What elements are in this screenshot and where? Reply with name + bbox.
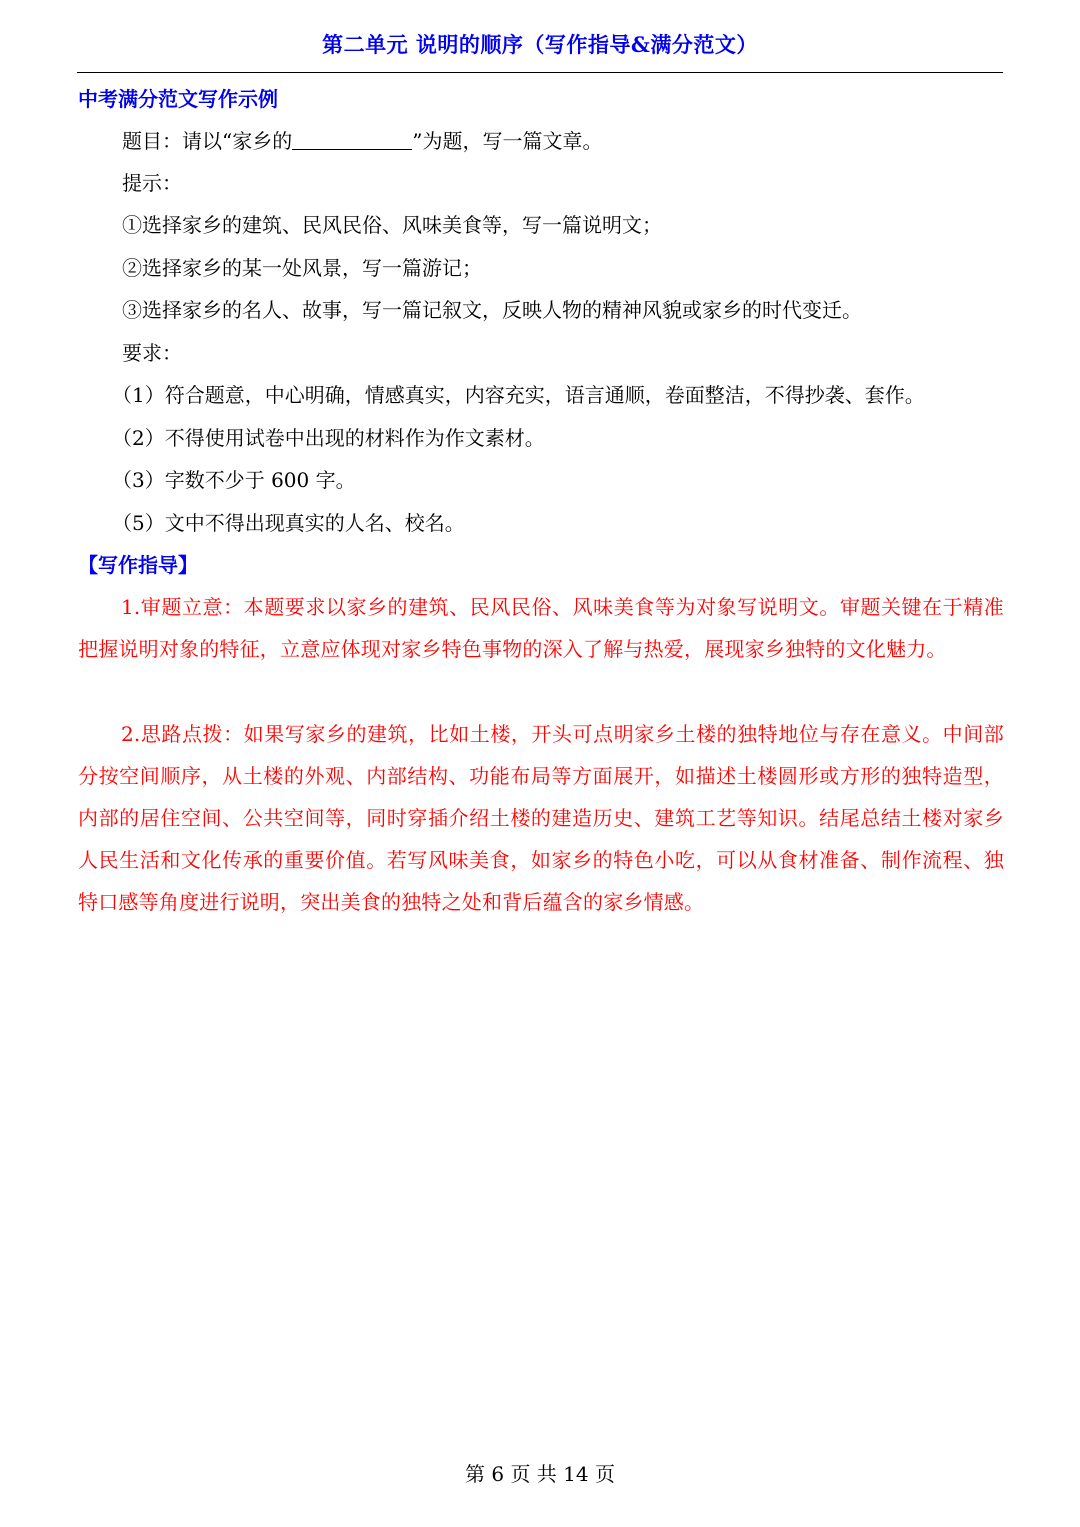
section-title: 中考满分范文写作示例	[78, 87, 278, 111]
prompt-title-suffix: ”为题，写一篇文章。	[412, 129, 603, 153]
requirements-label: 要求：	[122, 341, 182, 365]
guidance-paragraph: 1.审题立意：本题要求以家乡的建筑、民风民俗、风味美食等为对象写说明文。审题关键在于精准把握说明对象的特征，立意应体现对家乡特色事物的深入了解与热爱，展现家乡独特的文化魅力。	[78, 595, 1004, 661]
requirement-item: （2）不得使用试卷中出现的材料作为作文素材。	[112, 426, 545, 450]
requirement-item: （1）符合题意，中心明确，情感真实，内容充实，语言通顺，卷面整洁，不得抄袭、套作。	[112, 383, 925, 407]
guidance-paragraph: 2.思路点拨：如果写家乡的建筑，比如土楼，开头可点明家乡土楼的独特地位与存在意义。中间部分按空间顺序，从土楼的外观、内部结构、功能布局等方面展开，如描述土楼圆形或方形的独特造型，内部的居住空间、公共空间等，同时穿插介绍土楼的建造历史、建筑工艺等知识。结尾总结土楼对家乡人民生活和文化传承的重要价值。若写风味美食，如家乡的特色小吃，可以从食材准备、制作流程、独特口感等角度进行说明，突出美食的独特之处和背后蕴含的家乡情感。	[78, 722, 1004, 914]
hint-item: ①选择家乡的建筑、民风民俗、风味美食等，写一篇说明文；	[122, 213, 662, 237]
requirement-item: （3）字数不少于 600 字。	[112, 468, 356, 492]
prompt-title-line	[122, 126, 602, 156]
hint-label: 提示：	[122, 171, 182, 195]
hint-item: ③选择家乡的名人、故事，写一篇记叙文，反映人物的精神风貌或家乡的时代变迁。	[122, 298, 862, 322]
requirement-item: （5）文中不得出现真实的人名、校名。	[112, 511, 465, 535]
guidance-heading: 【写作指导】	[78, 553, 198, 577]
page-header-title: 第二单元 说明的顺序（写作指导&满分范文）	[322, 32, 758, 57]
fill-in-blank	[292, 127, 412, 150]
hint-item: ②选择家乡的某一处风景，写一篇游记；	[122, 256, 482, 280]
prompt-title-prefix: 题目：请以“家乡的	[122, 129, 293, 153]
page-header	[77, 28, 1003, 73]
page-footer: 第 6 页 共 14 页	[465, 1462, 615, 1486]
